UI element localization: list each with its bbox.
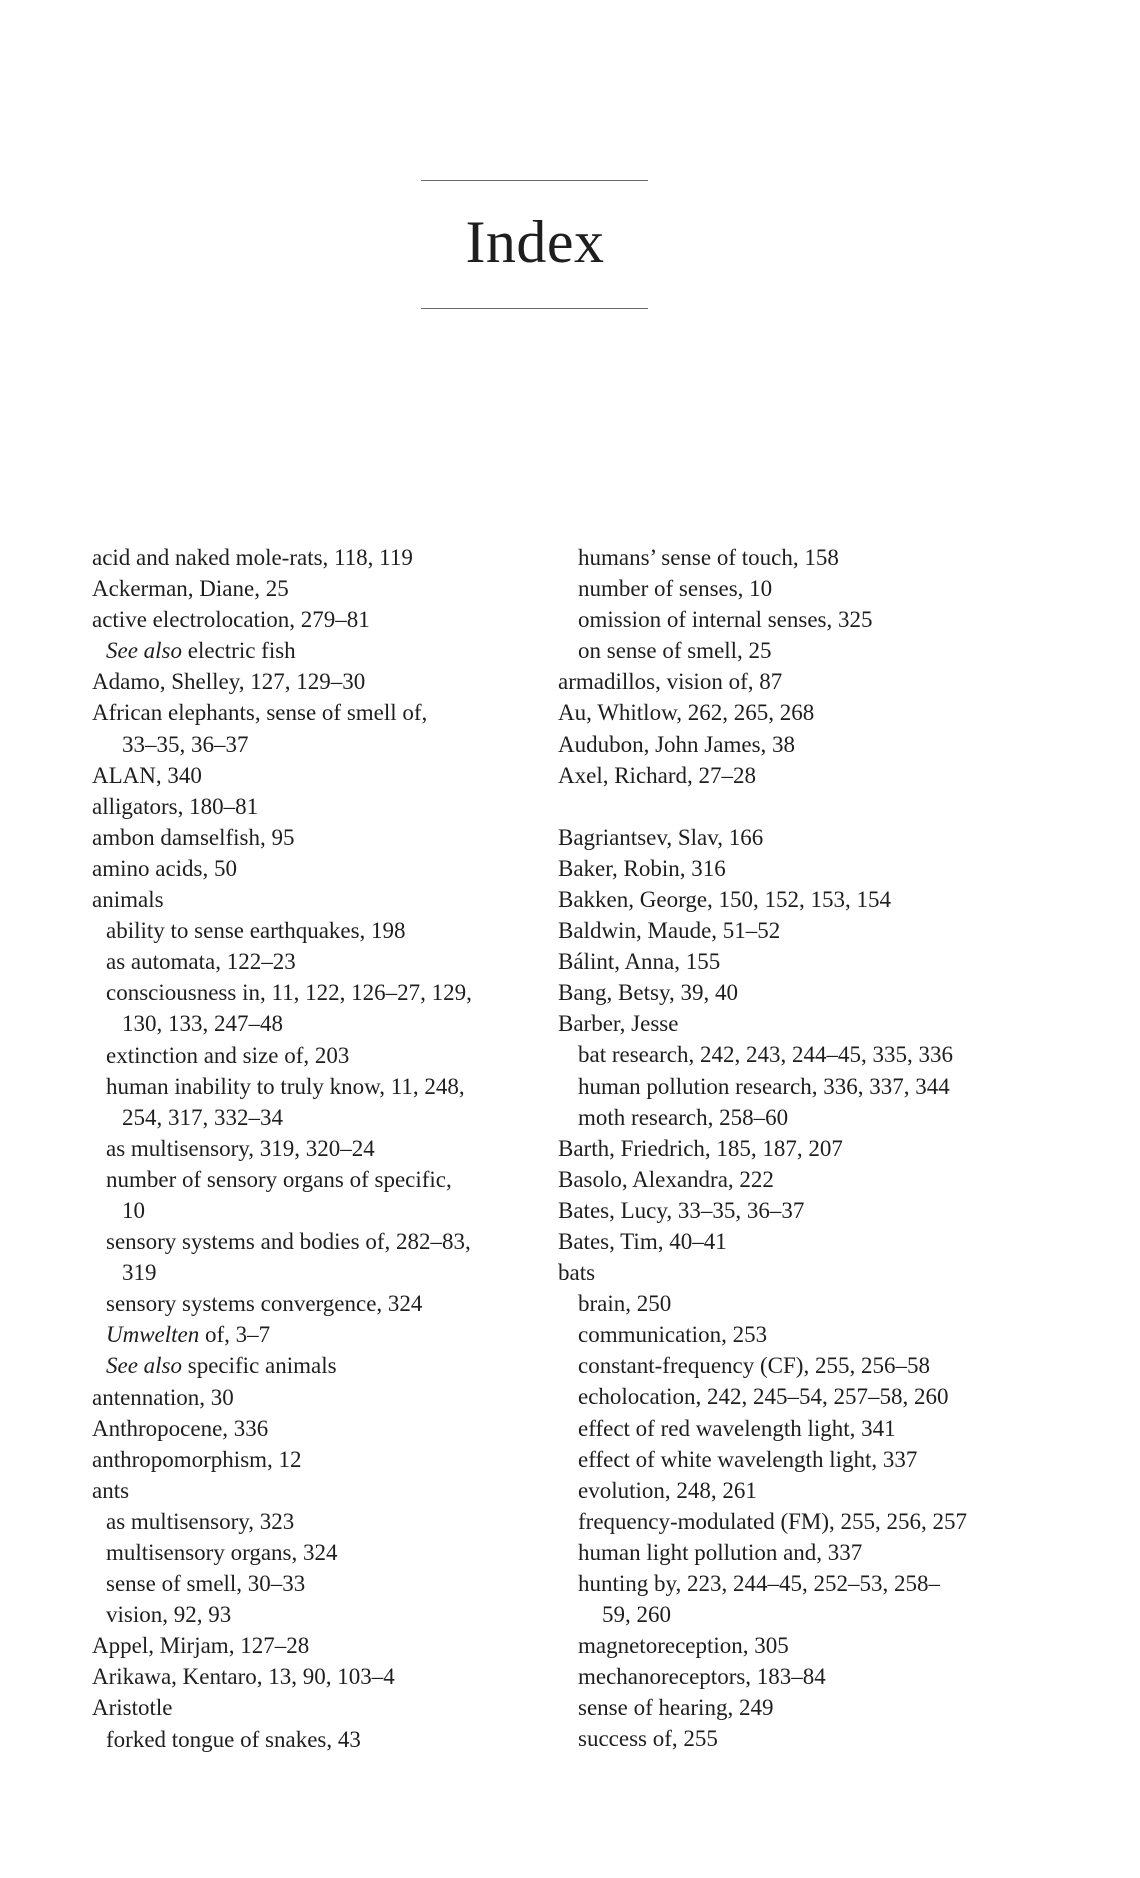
index-entry-text: sense of hearing, 249 bbox=[578, 1695, 774, 1721]
index-entry-text: Bates, Tim, 40–41 bbox=[558, 1228, 727, 1254]
index-entry bbox=[558, 1195, 1008, 1226]
index-entry bbox=[558, 1350, 1008, 1381]
index-entry bbox=[92, 791, 542, 822]
index-entry bbox=[558, 604, 1008, 635]
index-entry-text: number of sensory organs of specific, bbox=[106, 1166, 452, 1192]
index-entry bbox=[92, 977, 542, 1008]
index-entry-text: extinction and size of, 203 bbox=[106, 1042, 350, 1068]
index-entry bbox=[558, 1257, 1008, 1288]
index-entry bbox=[558, 1537, 1008, 1568]
index-entry-text: ability to sense earthquakes, 198 bbox=[106, 918, 406, 944]
index-entry bbox=[558, 915, 1008, 946]
title-rule-bottom bbox=[421, 308, 648, 309]
index-entry bbox=[558, 1444, 1008, 1475]
index-entry bbox=[92, 1661, 542, 1692]
index-entry-text: 254, 317, 332–34 bbox=[122, 1104, 283, 1130]
index-entry-text: evolution, 248, 261 bbox=[578, 1477, 757, 1503]
index-entry-text: communication, 253 bbox=[578, 1322, 768, 1348]
index-entry bbox=[92, 697, 542, 728]
index-entry-text: Aristotle bbox=[92, 1695, 173, 1721]
index-entry bbox=[92, 1444, 542, 1475]
index-entry bbox=[558, 1319, 1008, 1350]
index-entry bbox=[92, 729, 542, 760]
index-entry bbox=[92, 1257, 542, 1288]
index-entry-text: Audubon, John James, 38 bbox=[558, 731, 796, 757]
index-entry bbox=[558, 1599, 1008, 1630]
index-entry-text: African elephants, sense of smell of, bbox=[92, 700, 428, 726]
index-entry bbox=[558, 822, 1008, 853]
index-entry bbox=[92, 1040, 542, 1071]
index-entry-text: sensory systems and bodies of, 282–83, bbox=[106, 1229, 471, 1255]
index-entry bbox=[92, 1599, 542, 1630]
index-entry-text: antennation, 30 bbox=[92, 1384, 234, 1410]
index-entry bbox=[558, 1288, 1008, 1319]
index-entry bbox=[558, 1381, 1008, 1412]
index-entry bbox=[558, 666, 1008, 697]
index-entry bbox=[92, 1568, 542, 1599]
index-entry-text: sense of smell, 30–33 bbox=[106, 1571, 306, 1597]
index-entry-text: constant-frequency (CF), 255, 256–58 bbox=[578, 1353, 930, 1379]
index-entry-text: ants bbox=[92, 1477, 130, 1503]
index-entry-text: Bang, Betsy, 39, 40 bbox=[558, 980, 738, 1006]
index-entry bbox=[558, 1568, 1008, 1599]
index-entry-text: human pollution research, 336, 337, 344 bbox=[578, 1073, 950, 1099]
index-entry-text: Baldwin, Maude, 51–52 bbox=[558, 918, 781, 944]
index-entry bbox=[92, 1164, 542, 1195]
index-column-left bbox=[92, 542, 542, 1755]
index-entry-text: Bálint, Anna, 155 bbox=[558, 949, 721, 975]
index-entry bbox=[92, 1319, 542, 1350]
index-entry-text: anthropomorphism, 12 bbox=[92, 1446, 302, 1472]
index-entry-text: number of senses, 10 bbox=[578, 576, 773, 602]
index-entry-text: hunting by, 223, 244–45, 252–53, 258– bbox=[578, 1571, 941, 1596]
index-entry bbox=[92, 915, 542, 946]
index-entry bbox=[92, 1630, 542, 1661]
index-entry-text: omission of internal senses, 325 bbox=[578, 607, 873, 633]
index-entry bbox=[92, 1506, 542, 1537]
index-entry bbox=[92, 1195, 542, 1226]
index-entry bbox=[558, 697, 1008, 728]
index-entry-text: 59, 260 bbox=[602, 1602, 671, 1628]
index-entry-text: Baker, Robin, 316 bbox=[558, 855, 726, 881]
index-entry-text: Ackerman, Diane, 25 bbox=[92, 576, 289, 602]
index-entry bbox=[92, 946, 542, 977]
index-entry-text: Adamo, Shelley, 127, 129–30 bbox=[92, 669, 366, 695]
index-entry-text: brain, 250 bbox=[578, 1291, 672, 1317]
index-entry-text: vision, 92, 93 bbox=[106, 1602, 232, 1628]
index-entry-text: Bates, Lucy, 33–35, 36–37 bbox=[558, 1197, 805, 1223]
index-cross-reference: See also bbox=[106, 1353, 183, 1379]
index-entry-text: acid and naked mole-rats, 118, 119 bbox=[92, 545, 413, 570]
index-entry bbox=[92, 760, 542, 791]
index-entry bbox=[92, 1413, 542, 1444]
index-entry-text: human inability to truly know, 11, 248, bbox=[106, 1073, 465, 1099]
index-entry-text: electric fish bbox=[182, 638, 296, 664]
index-entry bbox=[92, 884, 542, 915]
index-entry-text: Anthropocene, 336 bbox=[92, 1415, 269, 1441]
index-entry-text: active electrolocation, 279–81 bbox=[92, 607, 370, 633]
index-entry bbox=[92, 853, 542, 884]
index-entry bbox=[92, 1692, 542, 1723]
index-entry bbox=[558, 1226, 1008, 1257]
index-entry bbox=[558, 1630, 1008, 1661]
index-entry-text: Arikawa, Kentaro, 13, 90, 103–4 bbox=[92, 1664, 395, 1690]
index-entry-text: effect of white wavelength light, 337 bbox=[578, 1446, 918, 1472]
index-entry-text: human light pollution and, 337 bbox=[578, 1539, 863, 1565]
index-entry-text: Axel, Richard, 27–28 bbox=[558, 762, 757, 788]
index-entry-text: sensory systems convergence, 324 bbox=[106, 1291, 423, 1317]
index-entry bbox=[558, 1008, 1008, 1039]
index-entry bbox=[558, 853, 1008, 884]
index-entry-text: Basolo, Alexandra, 222 bbox=[558, 1166, 774, 1192]
index-entry-text: mechanoreceptors, 183–84 bbox=[578, 1664, 826, 1690]
index-entry-text: consciousness in, 11, 122, 126–27, 129, bbox=[106, 980, 472, 1006]
index-entry-text: echolocation, 242, 245–54, 257–58, 260 bbox=[578, 1384, 949, 1410]
index-entry bbox=[558, 760, 1008, 791]
index-entry bbox=[92, 573, 542, 604]
index-entry-text: 33–35, 36–37 bbox=[122, 731, 249, 757]
index-entry-text: frequency-modulated (FM), 255, 256, 257 bbox=[578, 1508, 968, 1534]
index-entry bbox=[558, 884, 1008, 915]
index-entry-text: armadillos, vision of, 87 bbox=[558, 669, 783, 695]
index-entry-text: ambon damselfish, 95 bbox=[92, 824, 295, 850]
index-entry-text: Appel, Mirjam, 127–28 bbox=[92, 1633, 310, 1659]
index-entry bbox=[558, 573, 1008, 604]
index-entry-text: Barth, Friedrich, 185, 187, 207 bbox=[558, 1135, 843, 1161]
index-entry bbox=[558, 1692, 1008, 1723]
index-entry-text: forked tongue of snakes, 43 bbox=[106, 1726, 361, 1752]
index-entry bbox=[558, 1506, 1008, 1537]
index-entry-text: as automata, 122–23 bbox=[106, 949, 296, 975]
index-entry bbox=[558, 946, 1008, 977]
index-entry-text: moth research, 258–60 bbox=[578, 1104, 789, 1130]
index-cross-reference: See also bbox=[106, 638, 183, 664]
index-entry-text: animals bbox=[92, 887, 164, 913]
index-entry-text: magnetoreception, 305 bbox=[578, 1633, 789, 1659]
index-entry bbox=[558, 1133, 1008, 1164]
index-entry bbox=[558, 1475, 1008, 1506]
index-entry-text: 319 bbox=[122, 1260, 157, 1286]
index-entry bbox=[92, 1133, 542, 1164]
index-entry bbox=[558, 977, 1008, 1008]
index-entry-text: on sense of smell, 25 bbox=[578, 638, 772, 664]
index-entry bbox=[558, 729, 1008, 760]
index-entry bbox=[92, 1350, 542, 1381]
page-title: Index bbox=[465, 209, 605, 275]
index-entry bbox=[92, 1475, 542, 1506]
index-column-right bbox=[558, 542, 1008, 1755]
index-entry-text: as multisensory, 319, 320–24 bbox=[106, 1135, 375, 1161]
index-entry bbox=[92, 1102, 542, 1133]
index-entry bbox=[558, 1661, 1008, 1692]
index-entry bbox=[92, 1537, 542, 1568]
index-entry bbox=[558, 1413, 1008, 1444]
index-entry bbox=[92, 604, 542, 635]
index-cross-reference: Umwelten bbox=[106, 1322, 200, 1348]
index-entry-text: bats bbox=[558, 1260, 596, 1286]
index-entry-text: Au, Whitlow, 262, 265, 268 bbox=[558, 700, 815, 726]
index-entry-text: multisensory organs, 324 bbox=[106, 1540, 338, 1565]
index-entry bbox=[558, 1102, 1008, 1133]
index-entry-text: effect of red wavelength light, 341 bbox=[578, 1415, 896, 1441]
index-entry bbox=[92, 1071, 542, 1102]
index-entry bbox=[92, 1288, 542, 1319]
index-entry bbox=[92, 542, 542, 573]
title-rule-top bbox=[421, 180, 648, 181]
index-entry-text: ALAN, 340 bbox=[92, 762, 202, 788]
index-entry bbox=[92, 1382, 542, 1413]
index-entry bbox=[558, 635, 1008, 666]
index-entry bbox=[92, 666, 542, 697]
index-entry bbox=[92, 1226, 542, 1257]
index-entry-text: Barber, Jesse bbox=[558, 1011, 679, 1037]
index-entry-text: humans’ sense of touch, 158 bbox=[578, 545, 839, 570]
index-entry-text: amino acids, 50 bbox=[92, 855, 237, 881]
index-entry bbox=[558, 1039, 1008, 1070]
index-entry bbox=[92, 1008, 542, 1039]
index-entry-text: as multisensory, 323 bbox=[106, 1508, 295, 1534]
index-entry bbox=[558, 542, 1008, 573]
index-entry-text: of, 3–7 bbox=[199, 1322, 271, 1348]
index-entry bbox=[558, 1164, 1008, 1195]
index-entry bbox=[92, 635, 542, 666]
index-entry-text: success of, 255 bbox=[578, 1726, 718, 1752]
index-entry-text: Bagriantsev, Slav, 166 bbox=[558, 824, 764, 850]
index-entry-text: 10 bbox=[122, 1197, 145, 1223]
index-entry-text: bat research, 242, 243, 244–45, 335, 336 bbox=[578, 1042, 953, 1068]
index-entry-text: Bakken, George, 150, 152, 153, 154 bbox=[558, 886, 892, 912]
index-entry-text: alligators, 180–81 bbox=[92, 793, 259, 819]
index-entry-text: specific animals bbox=[182, 1353, 337, 1379]
index-entry bbox=[558, 1071, 1008, 1102]
index-entry-text: 130, 133, 247–48 bbox=[122, 1011, 283, 1037]
index-entry bbox=[92, 1724, 542, 1755]
index-letter-gap bbox=[558, 791, 1008, 822]
index-entry bbox=[558, 1723, 1008, 1754]
index-entry bbox=[92, 822, 542, 853]
